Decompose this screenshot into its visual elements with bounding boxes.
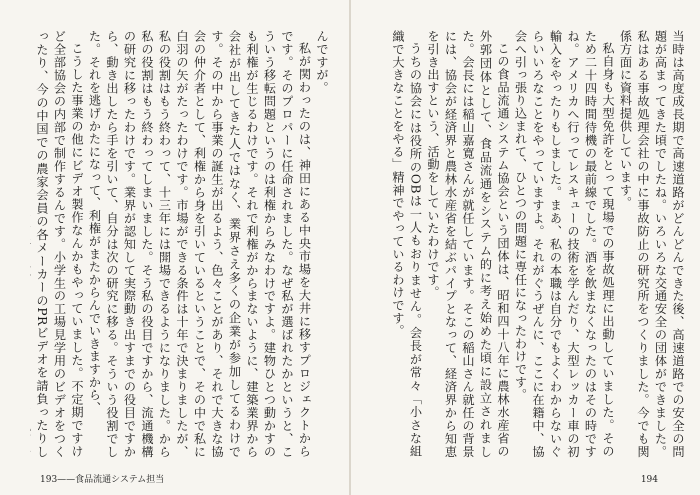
left-paragraph-2: 私が関わったのは、神田にある中央市場を大井に移すプロジェクトからです。そのプロパーに任命されました。なぜ私が選ばれたかというと、こういう移転問題というのは利権からみなわけですよ。建物ひとつ動かすのも利権が生じるわけです。それで利権がからまないように、建築業界から会社が出してきた人ではなく、業界さえ多くの企業が参加してるわけです。その中から事業の誕生が出るよう、色々ことがあり、それで大きな協会の仲介者として、利権から身を引いているということで、その中で私に白羽の矢がたったわけです。市場ができる条件は十年で決まりましたが、私の役割はもう終わって、十三年には開場できるようになりました。から私の役割はもう終わってしまいました。そう私の役目ですから、流通機構の研究に移ったわけです。業界が認知して実際動き出すまでの役目ですから、動き出したら手を引いて、自分は次の研究に移る。そういう役割でした。それを逃げかたになって、利権がまたからんでいきますから、 bbox=[87, 30, 312, 458]
left-page-body bbox=[30, 30, 330, 458]
right-paragraph-1: 当時は高度成長期で高速道路がどんどんできた後、高速道路での安全の問題が高まってきた頃でしたね。いろいろな交通安全の団体ができました。私はある事故処理会社の中に事故防止の研究所をつくりました。今でも関係方面に資料提供しています。 bbox=[618, 30, 685, 458]
left-paragraph-1: んですが。 bbox=[315, 30, 329, 94]
left-page-footer: 193——食品流通システム担当 bbox=[40, 475, 165, 485]
right-page bbox=[350, 0, 700, 495]
right-page-body bbox=[390, 30, 686, 458]
right-paragraph-2: 私自身も大型免許をとって現場での事故処理に出動していました。そのため二十四時間待機の最前線でした。酒を飲まなくなったのはその時ですね。アメリカへ行ってレスキューの技術を学んだり、大型レッカー車の初輸入をやったりもしました。まあ、私の本職は自分でもよくわからないぐらいいろなことをやっていますよ。それがぐうぜんに、ここに在籍中、協会へ引っ張り込まれて、ひとつの問題に専任になったわけです。 bbox=[513, 30, 615, 458]
right-paragraph-4: うちの協会には役所のOBは一人もおりません。会長が常々「小さな組織で大きなことをやる」精神でやっているわけです。 bbox=[391, 30, 423, 458]
left-paragraph-3: こうした事業の他にビデオ製作なんかもやっていました。不定期ですけど全部協会の内部で制作するんです。小学生の工場見学用のビデオをつくったり、今の中国での農家会員の各メーカーのPRビデオを請負ったりし bbox=[35, 30, 84, 458]
right-page-number: 194 bbox=[640, 475, 658, 485]
right-paragraph-3: この食品流通システム協会という団体は、昭和四十八年に農林水産省の外郭団体として、食品流通をシステム的に考え始めた頃に設立されました。会長には稲山嘉寛さんが就任しています。そこの稲山さん就任の背景には、協会が経済界と農林水産省を結ぶパイプとなって、経済界から知恵を引き出すという、活動をしていたわけです。 bbox=[426, 30, 510, 458]
